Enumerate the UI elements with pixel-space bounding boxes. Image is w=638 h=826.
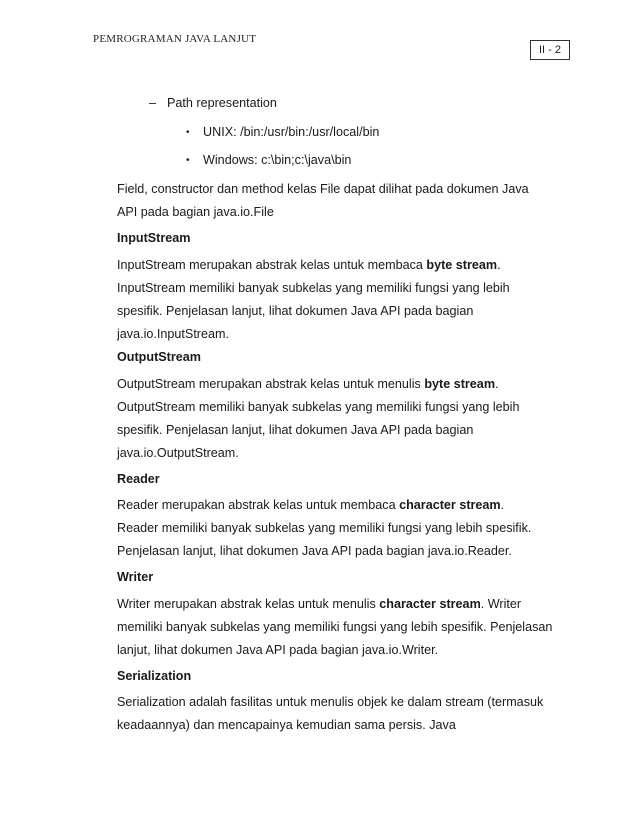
outputstream-line-3: spesifik. Penjelasan lanjut, lihat dokumen Java API pada bagian <box>117 423 474 437</box>
running-header: PEMROGRAMAN JAVA LANJUT <box>93 33 257 45</box>
intro-line-2: API pada bagian java.io.File <box>117 205 274 219</box>
inputstream-line-2: InputStream memiliki banyak subkelas yang memiliki fungsi yang lebih <box>117 281 510 295</box>
text: . <box>497 258 501 272</box>
heading-serialization: Serialization <box>117 669 192 683</box>
dash-marker: – <box>149 96 157 110</box>
page-number: II - 2 <box>538 44 561 56</box>
reader-line-2: Reader memiliki banyak subkelas yang memiliki fungsi yang lebih spesifik. <box>117 521 532 535</box>
outputstream-line-2: OutputStream memiliki banyak subkelas yang memiliki fungsi yang lebih <box>117 400 520 414</box>
bold-term: character stream <box>379 597 481 611</box>
dash-item: Path representation <box>167 96 277 110</box>
bullet-item-unix: UNIX: /bin:/usr/bin:/usr/local/bin <box>203 125 380 139</box>
intro-line-1: Field, constructor dan method kelas File dapat dilihat pada dokumen Java <box>117 182 529 196</box>
bullet-item-windows: Windows: c:\bin;c:\java\bin <box>203 153 352 167</box>
writer-line-1 <box>117 597 521 611</box>
text: InputStream merupakan abstrak kelas untuk membaca <box>117 258 427 272</box>
text: . Writer <box>480 597 522 611</box>
inputstream-line-4: java.io.InputStream. <box>117 327 230 341</box>
bold-term: character stream <box>399 498 501 512</box>
outputstream-line-4: java.io.OutputStream. <box>117 446 239 460</box>
reader-line-3: Penjelasan lanjut, lihat dokumen Java API pada bagian java.io.Reader. <box>117 544 512 558</box>
heading-outputstream: OutputStream <box>117 350 201 364</box>
serialization-line-2: keadaannya) dan mencapainya kemudian sama persis. Java <box>117 718 456 732</box>
text: Writer merupakan abstrak kelas untuk menulis <box>117 597 380 611</box>
writer-line-2: memiliki banyak subkelas yang memiliki fungsi yang lebih spesifik. Penjelasan <box>117 620 553 634</box>
bold-term: byte stream <box>426 258 498 272</box>
bold-term: byte stream <box>424 377 496 391</box>
bullet-marker: • <box>186 127 190 138</box>
heading-writer: Writer <box>117 570 154 584</box>
writer-line-3: lanjut, lihat dokumen Java API pada bagian java.io.Writer. <box>117 643 439 657</box>
reader-line-1 <box>117 498 504 512</box>
inputstream-line-1 <box>117 258 501 272</box>
heading-reader: Reader <box>117 472 160 486</box>
text: Reader merupakan abstrak kelas untuk membaca <box>117 498 400 512</box>
text: OutputStream merupakan abstrak kelas untuk menulis <box>117 377 425 391</box>
heading-inputstream: InputStream <box>117 231 191 245</box>
outputstream-line-1 <box>117 377 499 391</box>
text: . <box>500 498 505 512</box>
inputstream-line-3: spesifik. Penjelasan lanjut, lihat dokumen Java API pada bagian <box>117 304 474 318</box>
serialization-line-1: Serialization adalah fasilitas untuk menulis objek ke dalam stream (termasuk <box>117 695 544 709</box>
text: . <box>495 377 499 391</box>
bullet-marker: • <box>186 155 190 166</box>
